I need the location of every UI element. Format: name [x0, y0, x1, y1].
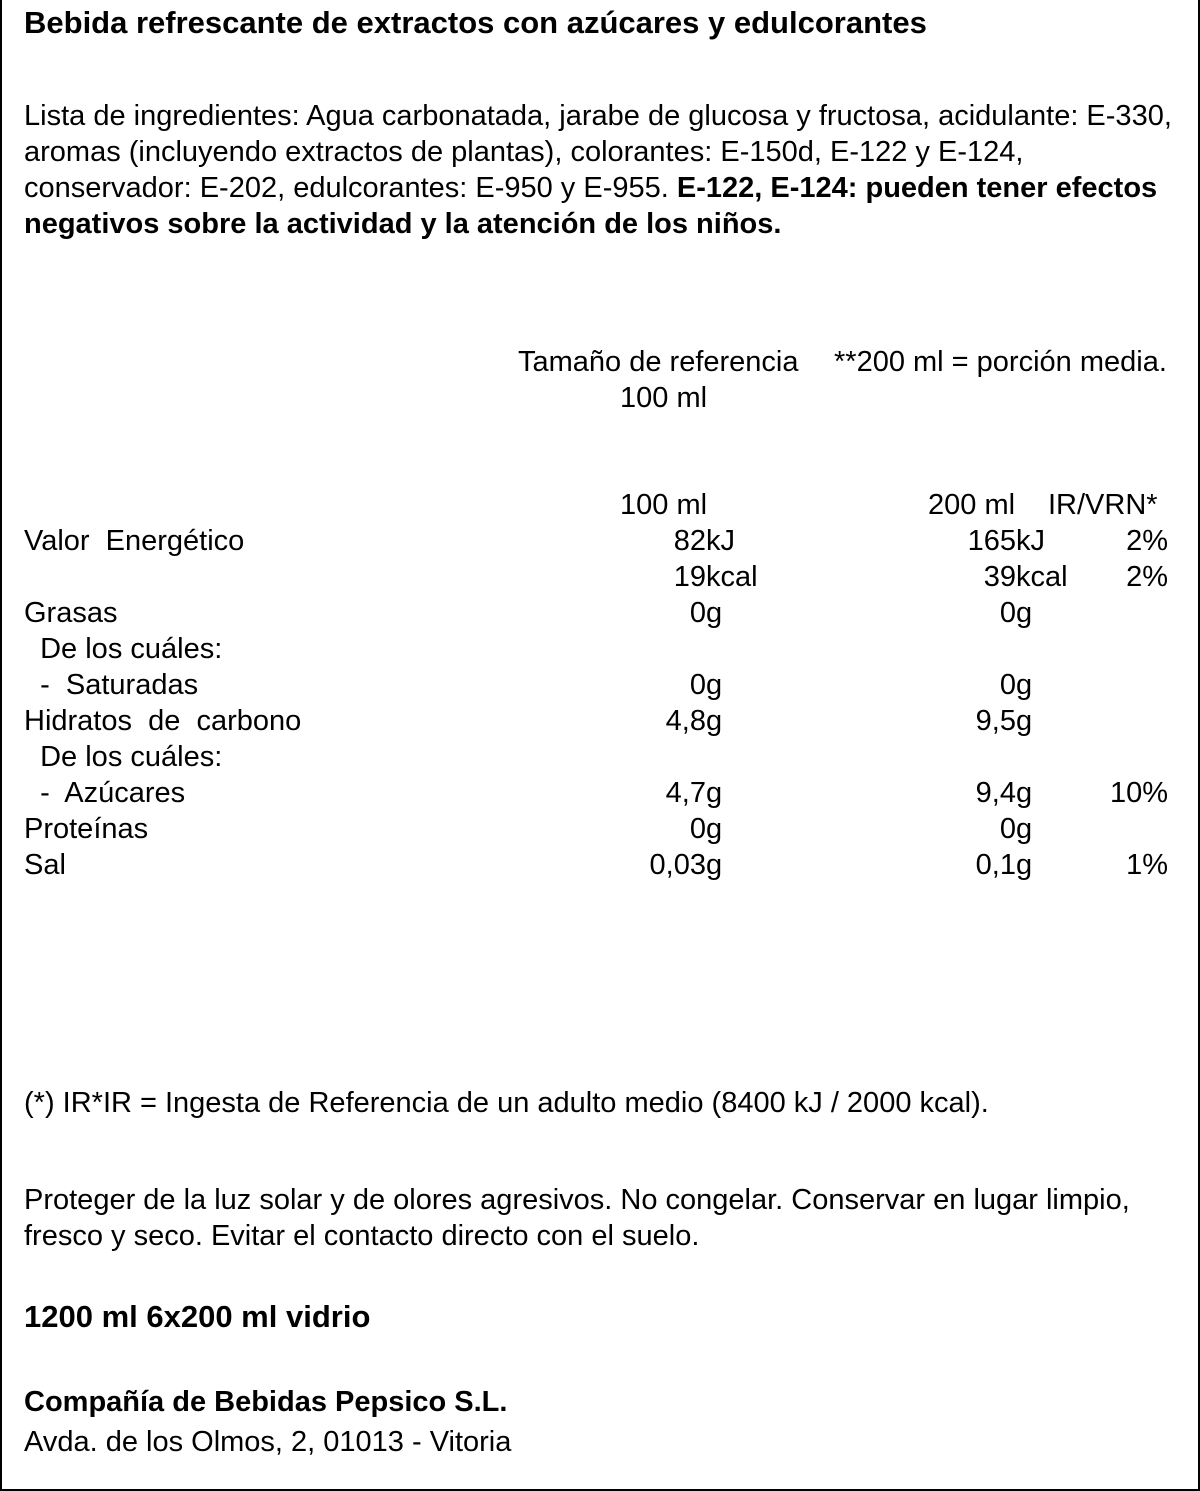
nutrient-label: Sal	[24, 849, 66, 881]
portion-note: **200 ml = porción media.	[834, 346, 1167, 378]
value-100ml: 0	[689, 813, 706, 845]
ir-percent: 2%	[1126, 561, 1168, 593]
header-200ml: 200 ml	[928, 489, 1016, 521]
ingredients-text: Lista de ingredientes: Agua carbonatada, jarabe de glucosa y fructosa, acidulante: E-330, aromas (incluyendo extractos de plantas), colorantes: E-150d, E-122 y E-124, conservador: E-202, edulcorantes: E-950 y E-955.	[24, 100, 1172, 204]
unit-100ml: g	[706, 597, 723, 629]
value-200ml: 0	[999, 597, 1016, 629]
value-200ml: 0,1	[975, 849, 1016, 881]
package-size: 1200 ml 6x200 ml vidrio	[24, 1299, 371, 1334]
unit-200ml: kcal	[1016, 561, 1068, 593]
value-200ml: 0	[999, 813, 1016, 845]
unit-100ml: kcal	[706, 561, 758, 593]
reference-size-label: Tamaño de referencia	[518, 346, 799, 378]
value-100ml: 0,03	[649, 849, 706, 881]
ingredients-list	[24, 98, 1184, 242]
company-address: Avda. de los Olmos, 2, 01013 - Vitoria	[24, 1426, 512, 1458]
header-100ml: 100 ml	[620, 489, 708, 521]
unit-100ml: g	[706, 777, 723, 809]
nutrient-label: Grasas	[24, 597, 118, 629]
value-200ml: 9,4	[975, 777, 1016, 809]
unit-200ml: g	[1016, 705, 1033, 737]
value-100ml: 0	[689, 597, 706, 629]
ir-percent: 10%	[1109, 777, 1168, 809]
value-100ml: 19	[673, 561, 706, 593]
value-100ml: 0	[689, 669, 706, 701]
value-100ml: 4,8	[665, 705, 706, 737]
nutrient-label: De los cuáles:	[24, 741, 223, 773]
nutrient-label: Hidratos de carbono	[24, 705, 302, 737]
unit-200ml: g	[1016, 813, 1033, 845]
unit-100ml: g	[706, 813, 723, 845]
value-200ml: 39	[983, 561, 1016, 593]
ir-percent: 1%	[1126, 849, 1168, 881]
company-name: Compañía de Bebidas Pepsico S.L.	[24, 1386, 508, 1418]
footnote: (*) IR*IR = Ingesta de Referencia de un adulto medio (8400 kJ / 2000 kcal).	[24, 1087, 989, 1119]
value-200ml: 9,5	[975, 705, 1016, 737]
value-200ml: 165	[967, 525, 1016, 557]
nutrient-label: De los cuáles:	[24, 633, 223, 665]
reference-size-value: 100 ml	[620, 382, 708, 414]
value-200ml: 0	[999, 669, 1016, 701]
nutrient-label: Proteínas	[24, 813, 149, 845]
product-title: Bebida refrescante de extractos con azúcares y edulcorantes	[24, 5, 927, 40]
unit-200ml: g	[1016, 669, 1033, 701]
unit-100ml: g	[706, 705, 723, 737]
storage-instructions: Proteger de la luz solar y de olores agresivos. No congelar. Conservar en lugar limpio, fresco y seco. Evitar el contacto directo con el suelo.	[24, 1184, 1130, 1252]
nutrient-label: - Saturadas	[24, 669, 199, 701]
nutrient-label: - Azúcares	[24, 777, 186, 809]
unit-100ml: kJ	[706, 525, 735, 557]
unit-200ml: kJ	[1016, 525, 1045, 557]
unit-200ml: g	[1016, 777, 1033, 809]
nutrient-label: Valor Energético	[24, 525, 245, 557]
value-100ml: 4,7	[665, 777, 706, 809]
header-ir-vrn: IR/VRN*	[1048, 489, 1158, 521]
unit-200ml: g	[1016, 597, 1033, 629]
value-100ml: 82	[673, 525, 706, 557]
ingredients-warning: E-122, E-124: pueden tener efectos negativos sobre la actividad y la atención de los niños.	[24, 172, 1158, 240]
unit-200ml: g	[1016, 849, 1033, 881]
unit-100ml: g	[706, 849, 723, 881]
ir-percent: 2%	[1126, 525, 1168, 557]
unit-100ml: g	[706, 669, 723, 701]
